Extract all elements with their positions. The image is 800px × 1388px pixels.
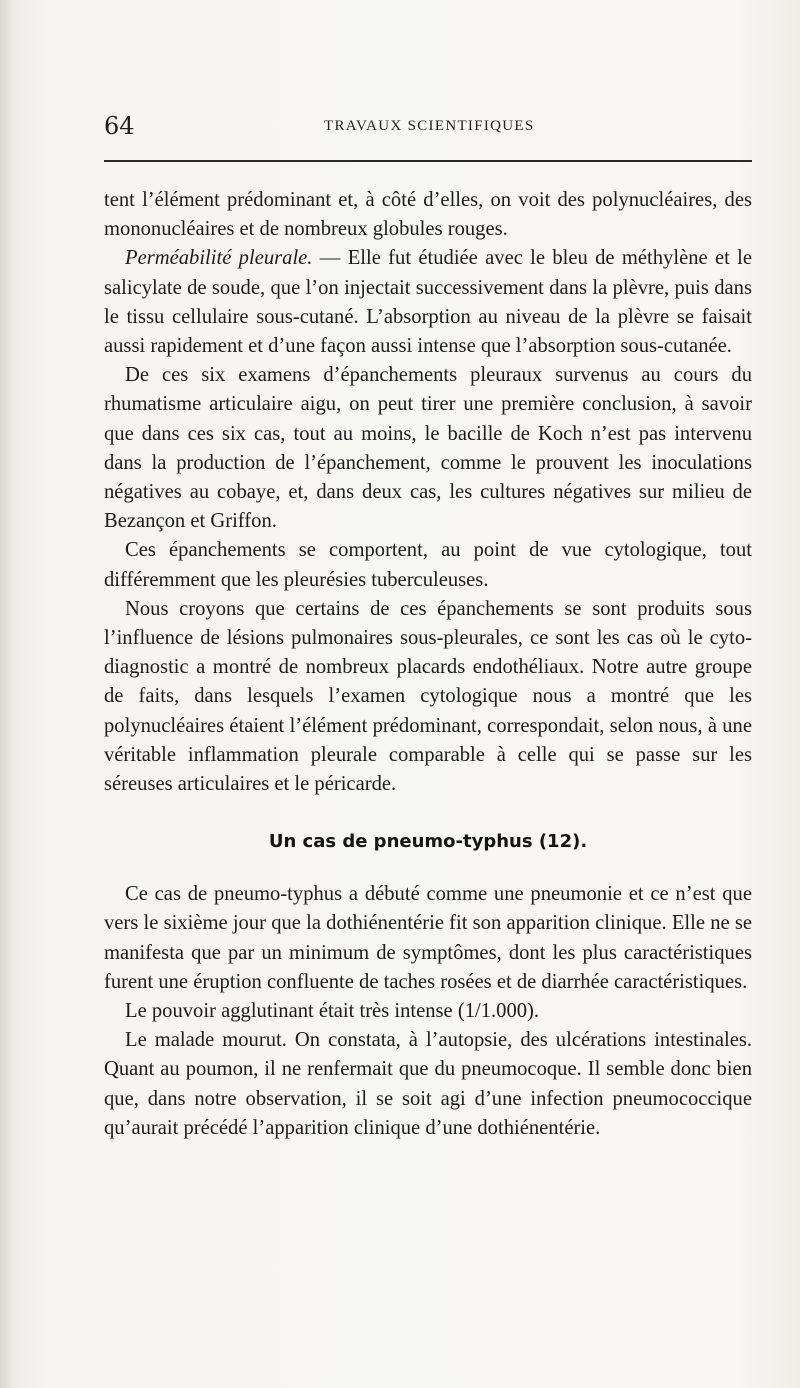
paragraph-text: Ce cas de pneumo-typhus a débuté comme une pneumonie et ce n’est que vers le sixième jour que la dothiénentérie fit son apparition clinique. Elle ne se manifesta que par un minimum de symptômes, dont les plus caractéristiques furent une éruption confluente de taches rosées et de diarrhée caractéristiques.	[104, 883, 752, 993]
section-heading: Un cas de pneumo-typhus (12).	[268, 831, 588, 853]
header-rule	[104, 160, 752, 162]
paragraph-agglutination	[104, 997, 752, 1026]
paragraph-cytology	[104, 536, 752, 594]
paragraph-text: tent l’élément prédominant et, à côté d’elles, on voit des polynucléaires, des mononucléaires et de nombreux globules rouges.	[104, 189, 752, 241]
paragraph-text: Nous croyons que certains de ces épanchements se sont produits sous l’influence de lésions pulmonaires sous-pleurales, ce sont les cas où le cyto-diagnostic a montré de nombreux placards endothéliaux. Notre autre groupe de faits, dans lesquels l’examen cytologique nous a montré que les polynucléaires étaient l’élément prédominant, correspondait, selon nous, à une véritable inflammation pleurale comparable à celle qui se passe sur les séreuses articulaires et le péricarde.	[104, 597, 752, 796]
paragraph-text: De ces six examens d’épanchements pleuraux survenus au cours du rhumatisme articulaire aigu, on peut tirer une première conclusion, à savoir que dans ces six cas, tout au moins, le bacille de Koch n’est pas intervenu dans la production de l’épanchement, comme le prouvent les inoculations négatives au cobaye, et, dans deux cas, les cultures négatives sur milieu de Bezançon et Griffon.	[104, 364, 752, 533]
body-text	[104, 186, 752, 1143]
paragraph-conclusion	[104, 361, 752, 536]
paragraph-pleural-permeability	[104, 244, 752, 361]
paragraph-autopsy	[104, 1026, 752, 1143]
paragraph-text: Le malade mourut. On constata, à l’autopsie, des ulcérations intestinales. Quant au poumon, il ne renfermait que du pneumocoque. Il semble donc bien que, dans notre observation, il se soit agi d’une infection pneumococcique qu’aurait précédé l’apparition clinique d’une dothiénentérie.	[104, 1029, 752, 1139]
page-edge-shadow	[0, 0, 14, 1388]
running-title: TRAVAUX SCIENTIFIQUES	[324, 118, 535, 134]
run-in-heading: Perméabilité pleurale.	[125, 247, 313, 270]
page-number: 64	[104, 112, 135, 140]
page-header	[104, 112, 752, 144]
paragraph-continuation	[104, 186, 752, 244]
paragraph-text: — Elle fut étudiée avec le bleu de méthylène et le salicylate de soude, que l’on injectait successivement dans la plèvre, puis dans le tissu cellulaire sous-cutané. L’absorption au niveau de la plèvre se faisait aussi rapidement et d’une façon aussi intense que l’absorption sous-cutanée.	[104, 247, 752, 358]
paragraph-case-description	[104, 880, 752, 997]
paragraph-interpretation	[104, 595, 752, 799]
paragraph-text: Ces épanchements se comportent, au point de vue cytologique, tout différemment que les pleurésies tuberculeuses.	[104, 539, 752, 591]
paragraph-text: Le pouvoir agglutinant était très intense (1/1.000).	[125, 1000, 540, 1023]
